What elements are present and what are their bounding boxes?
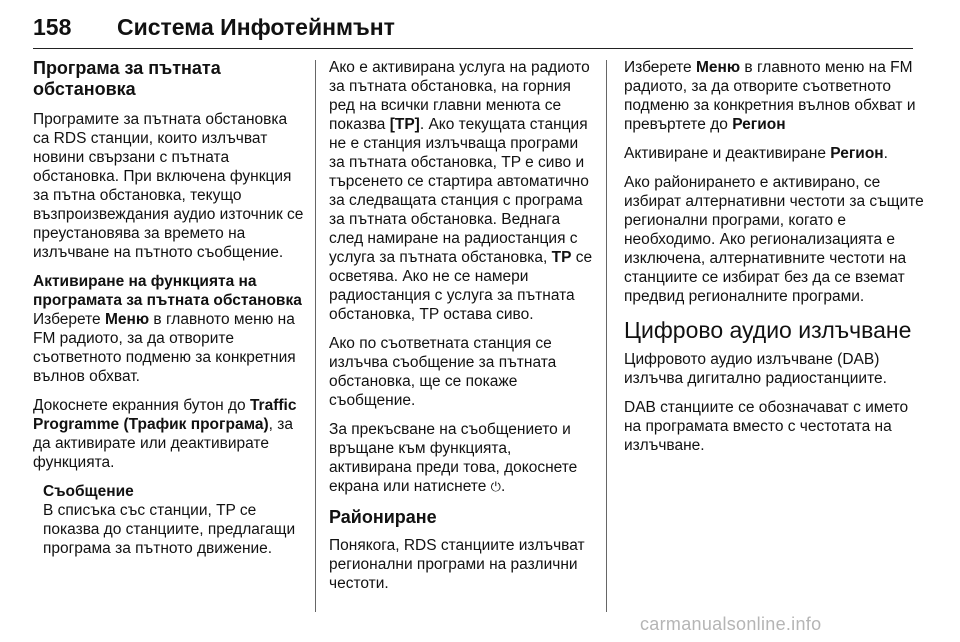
note-block	[33, 482, 305, 558]
note-text: В списъка със станции, TP се показва до станциите, предлагащи програма за пътното движение.	[43, 502, 296, 557]
note-title: Съобщение	[43, 483, 134, 500]
column-divider-1	[315, 60, 316, 612]
region-term: Регион	[732, 116, 786, 133]
menu-term: Меню	[104, 311, 150, 328]
column-divider-2	[606, 60, 607, 612]
region-term: Регион	[830, 145, 884, 162]
subheading-activate-traffic: Активиране на функцията на програмата за пътната обстановка	[33, 273, 302, 309]
touch-button-paragraph: Докоснете екранния бутон до Traffic Programme (Трафик програма), за да активирате или деактивирате функцията.	[33, 397, 297, 471]
dab-intro-paragraph: Цифровото аудио излъчване (DAB) излъчва дигитално радиостанциите.	[624, 351, 887, 387]
power-icon: ⏻	[490, 479, 501, 494]
menu-term: Меню	[695, 59, 741, 76]
traffic-programme-term: Traffic Programme (Трафик програма)	[33, 397, 297, 433]
regionalisation-detail-paragraph: Ако районирането е активирано, се избират алтернативни честоти за същите регионални програми, когато е необходимо. Ако регионализацията е изключена, алтернативните честоти на станциите се избират без да се вземат предвид регионалните програми.	[624, 174, 924, 305]
select-menu-paragraph: Изберете Меню в главното меню на FM радиото, за да отворите съответното подменю за конкретния вълнов обхват.	[33, 311, 296, 385]
region-menu-paragraph: Изберете Меню в главното меню на FM радиото, за да отворите съответното подменю за конкретния вълнов обхват и превъртете до Регион	[624, 59, 916, 133]
tp-service-paragraph: Ако е активирана услуга на радиото за пътната обстановка, на горния ред на всички главни менюта се показва [TP]. Ако текущата станция не е станция излъчваща програми за пътната обстановка, TP е сиво и търсенето се стартира автоматично за следващата станция с програма за пътната обстановка. Веднага след намиране на радиостанция с услуга за пътната обстановка, TP се осветява. Ако не се намери радиостанция с услуга за пътната обстановка, TP остава сиво.	[329, 59, 593, 323]
page-title: Система Инфотейнмънт	[117, 14, 395, 40]
section-heading-regionalisation: Райониране	[329, 507, 437, 527]
page-header	[33, 4, 913, 49]
section-heading-dab: Цифрово аудио излъчване	[624, 317, 912, 343]
region-toggle-paragraph: Активиране и деактивиране Регион.	[624, 145, 888, 162]
tp-indicator-term: [TP]	[389, 116, 420, 133]
announcement-paragraph: Ако по съответната станция се излъчва съобщение за пътната обстановка, ще се покаже съобщение.	[329, 335, 557, 409]
watermark: carmanualsonline.info	[640, 614, 822, 634]
regional-intro-paragraph: Понякога, RDS станциите излъчват регионални програми на различни честоти.	[329, 537, 585, 592]
section-heading-traffic-programme: Програма за пътната обстановка	[33, 58, 221, 99]
interrupt-paragraph: За прекъсване на съобщението и връщане към функцията, активирана преди това, докоснете екрана или натиснете ⏻.	[329, 421, 578, 495]
tp-term: TP	[551, 249, 572, 266]
column-3	[624, 58, 924, 465]
column-2	[329, 58, 597, 603]
traffic-intro-paragraph: Програмите за пътната обстановка са RDS станции, които излъчват новини свързани с пътната обстановка. При включена функция за пътна обстановка, текущо възпроизвеждания аудио източник се преустановява за времето на излъчване на пътното съобщение.	[33, 111, 304, 261]
column-1	[33, 58, 305, 558]
dab-names-paragraph: DAB станциите се обозначават с името на програмата вместо с честотата на излъчване.	[624, 399, 909, 454]
page-number: 158	[33, 14, 72, 40]
